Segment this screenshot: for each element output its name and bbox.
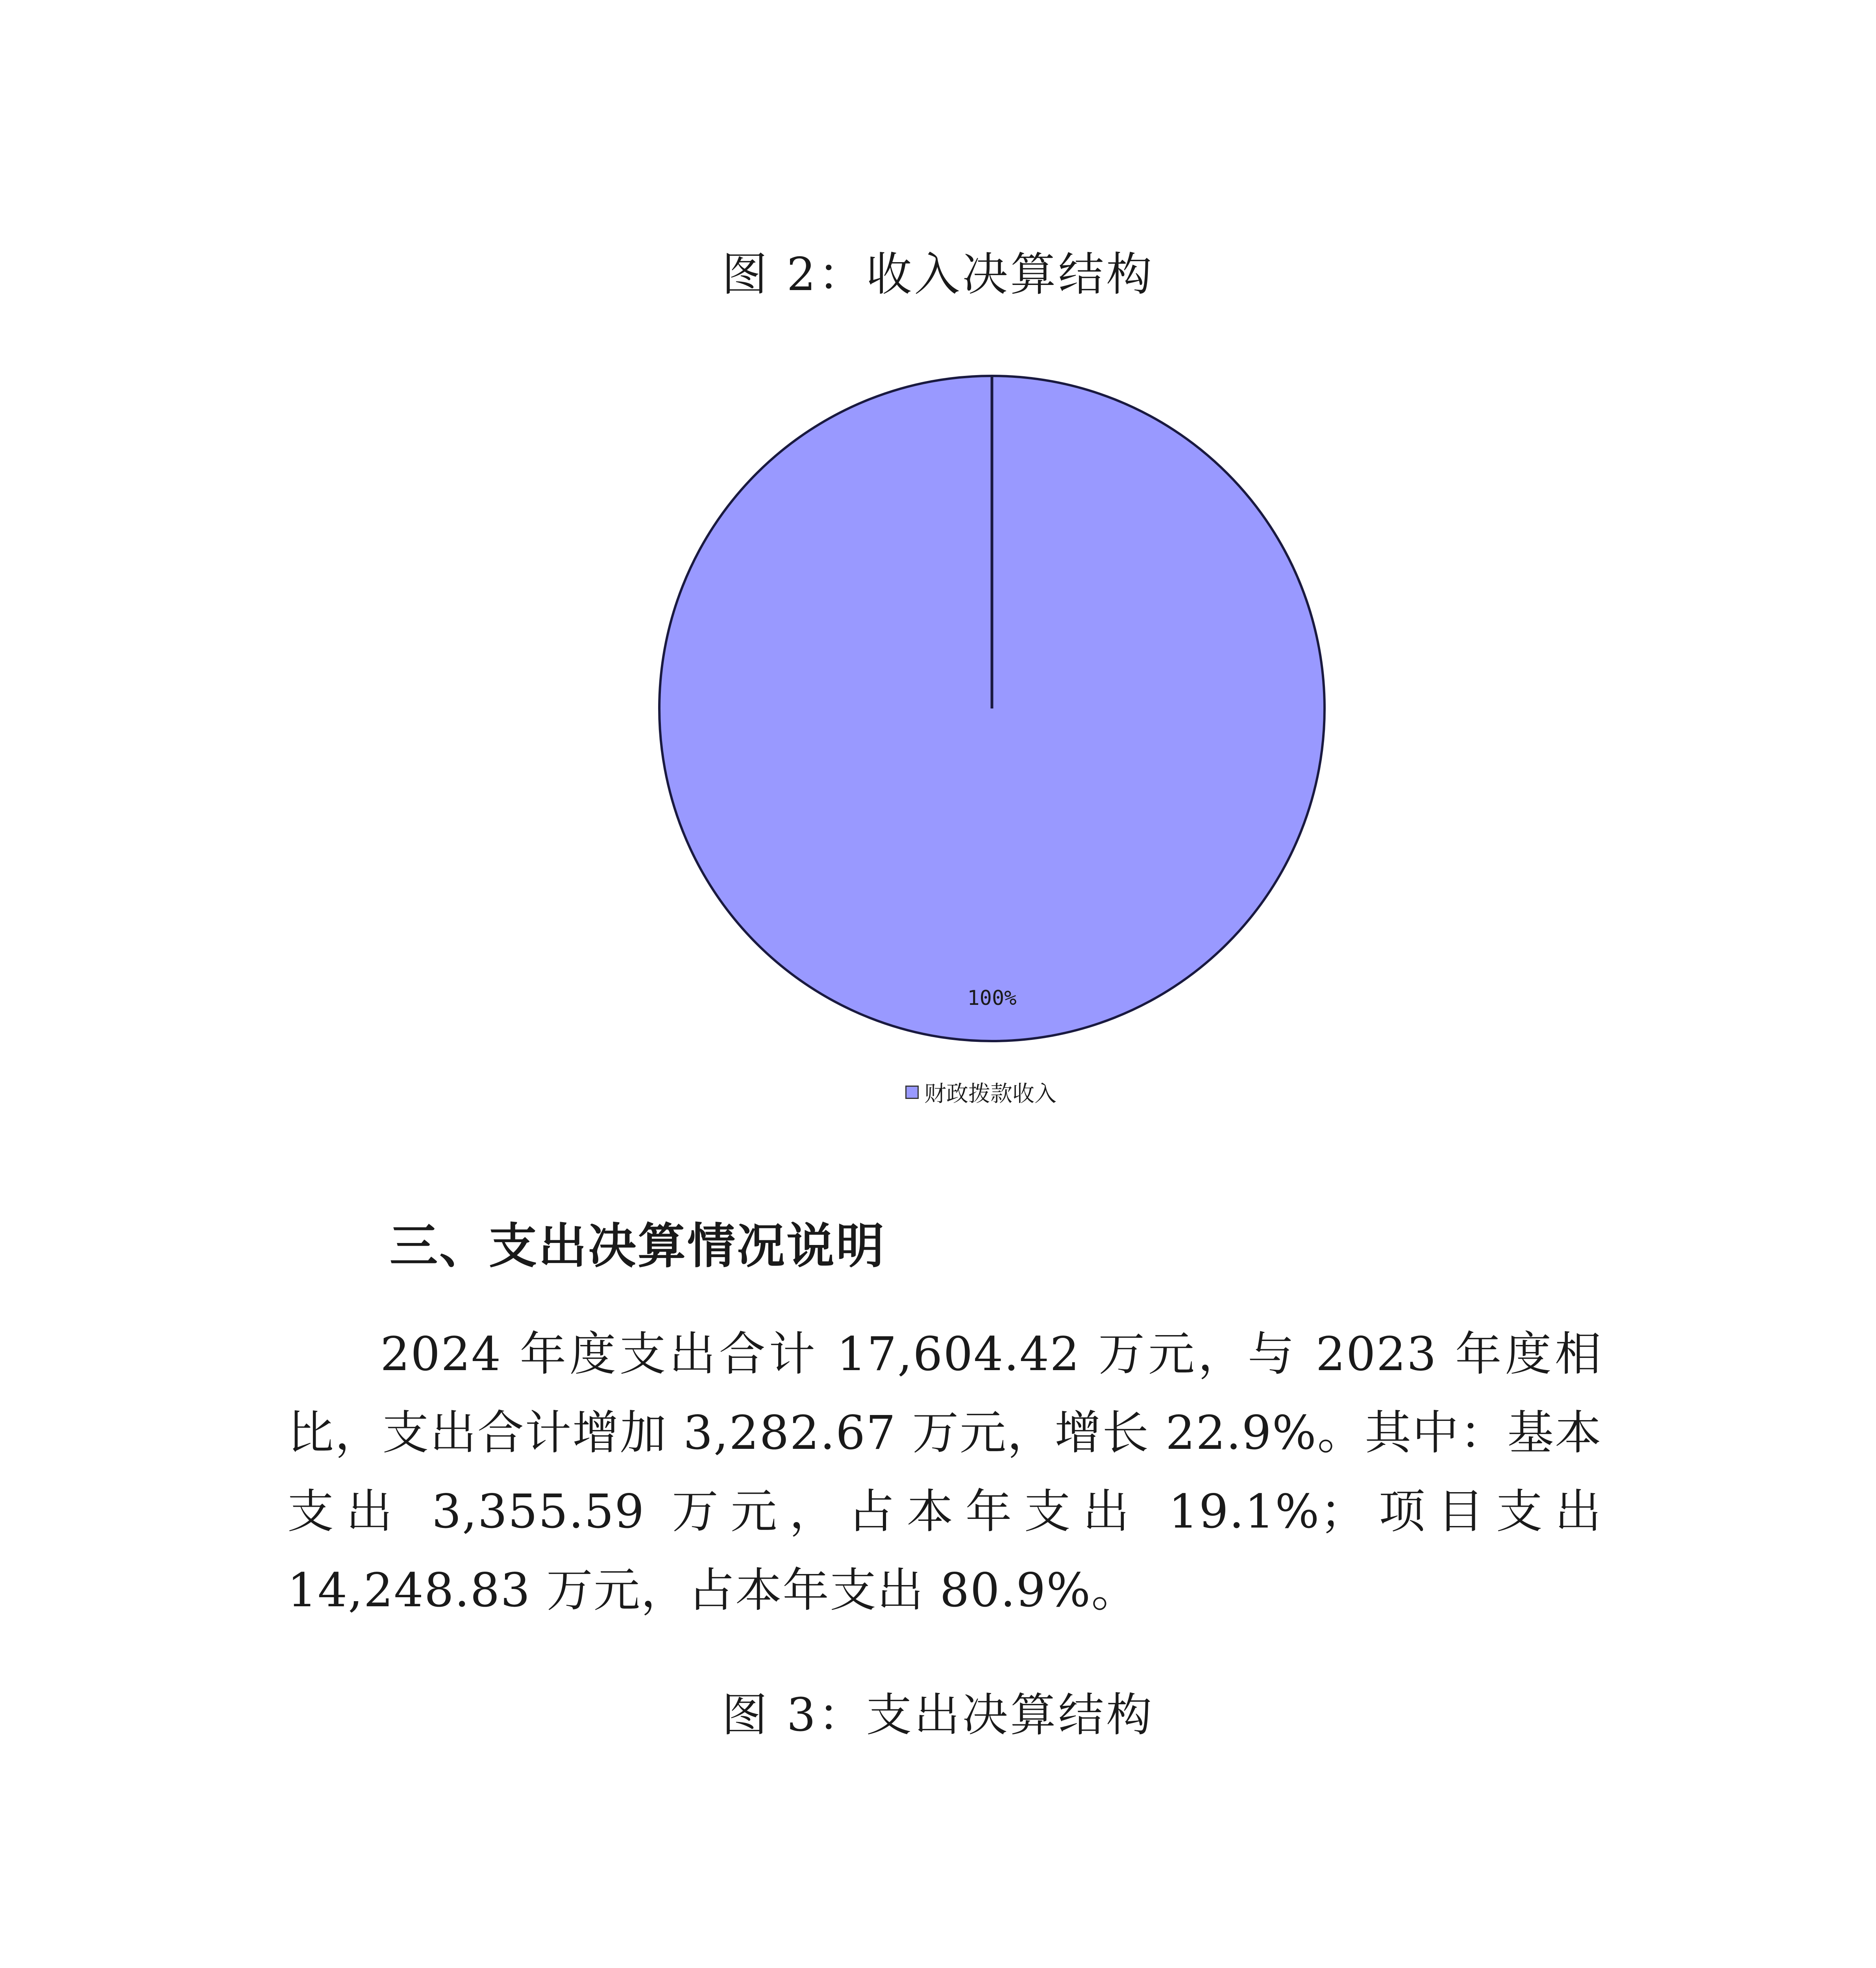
revenue-pie-chart	[653, 370, 1330, 1047]
figure-2-caption: 图 2：收入决算结构	[722, 248, 1154, 301]
legend-swatch-fiscal-appropriation	[905, 1086, 919, 1099]
pie-data-label-0: 100%	[967, 986, 1017, 1010]
expenditure-paragraph: 2024 年度支出合计 17,604.42 万元，与 2023 年度相比，支出合计增加 3,282.67 万元，增长 22.9%。其中：基本支出 3,355.59 万元，占本年支出 19.1%；项目支出 14,248.83 万元，占本年支出 80.9%。	[287, 1327, 1602, 1617]
section-heading-expenditure: 三、支出决算情况说明	[390, 1218, 886, 1274]
legend-label-fiscal-appropriation: 财政拨款收入	[924, 1081, 1056, 1107]
figure-3-caption: 图 3：支出决算结构	[722, 1689, 1154, 1742]
expenditure-description	[287, 1315, 1602, 1630]
chart-legend	[905, 1078, 1056, 1106]
